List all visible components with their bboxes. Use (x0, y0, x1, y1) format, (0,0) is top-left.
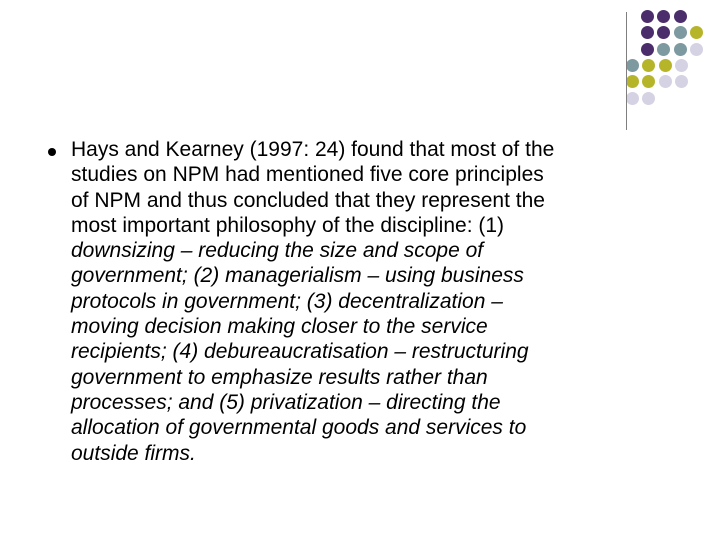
decorative-dot (641, 43, 654, 56)
decorative-dot (642, 92, 655, 105)
decorative-dot (659, 75, 672, 88)
bullet-icon (48, 148, 56, 156)
decorative-dot (659, 59, 672, 72)
decorative-dot (626, 92, 639, 105)
bullet-paragraph (71, 137, 671, 466)
decorative-dot (675, 59, 688, 72)
paragraph-line: allocation of governmental goods and services to (71, 416, 527, 440)
paragraph-line: recipients; (4) debureaucratisation – restructuring (71, 340, 529, 364)
decorative-dot (642, 75, 655, 88)
decorative-dot (674, 10, 687, 23)
decorative-dot (626, 75, 639, 88)
paragraph-line: Hays and Kearney (1997: 24) found that most of the (71, 138, 555, 161)
paragraph-line: most important philosophy of the discipline: (1) (71, 213, 505, 237)
decorative-dot (657, 43, 670, 56)
paragraph-line: processes; and (5) privatization – directing the (71, 390, 501, 414)
decorative-dot (642, 59, 655, 72)
decorative-dot (657, 10, 670, 23)
paragraph-line: outside firms. (71, 441, 196, 465)
decorative-dot (657, 26, 670, 39)
paragraph-line: protocols in government; (3) decentralization – (71, 289, 503, 313)
paragraph-line: government to emphasize results rather than (71, 365, 488, 389)
decorative-dot (674, 43, 687, 56)
paragraph-line: moving decision making closer to the service (71, 315, 488, 339)
decorative-dot-grid (0, 0, 720, 140)
decorative-dot (641, 26, 654, 39)
decorative-dot (690, 26, 703, 39)
decorative-dot (641, 10, 654, 23)
decorative-dot (674, 26, 687, 39)
decorative-dot (675, 75, 688, 88)
paragraph-line: downsizing – reducing the size and scope of (71, 239, 484, 263)
paragraph-line: of NPM and thus concluded that they represent the (71, 188, 545, 212)
paragraph-line: studies on NPM had mentioned five core principles (71, 163, 544, 187)
vertical-divider-line (626, 12, 627, 130)
decorative-dot (626, 59, 639, 72)
decorative-dot (690, 43, 703, 56)
paragraph-line: government; (2) managerialism – using business (71, 264, 524, 288)
